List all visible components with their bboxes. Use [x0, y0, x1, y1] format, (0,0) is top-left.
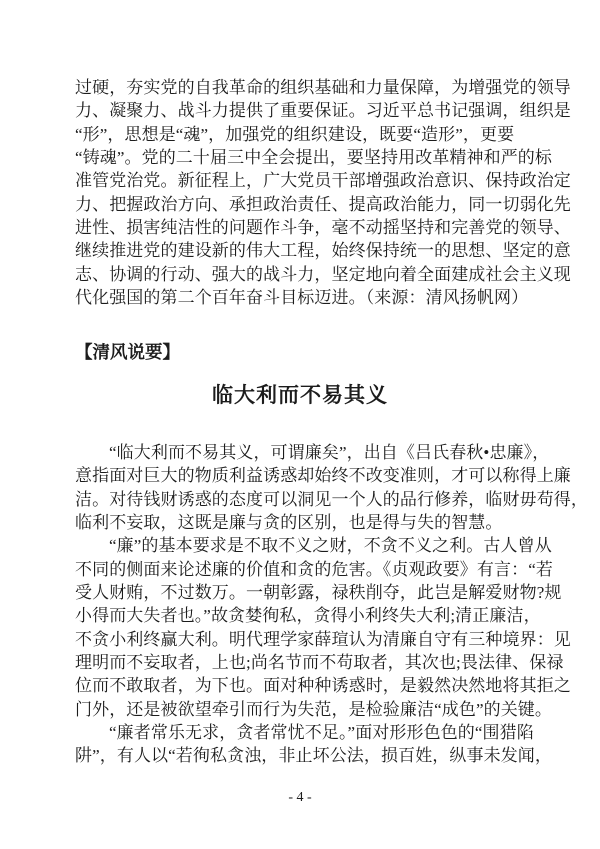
text-line: 代化强国的第二个百年奋斗目标迈进。（来源：清风扬帆网）	[75, 288, 529, 308]
text-line: 意指面对巨大的物质利益诱惑却始终不改变准则，才可以称得上廉	[75, 466, 571, 486]
text-line: 力、把握政治方向、承担政治责任、提高政治能力，同一切弱化先	[75, 194, 571, 214]
text-line: “廉”的基本要求是不取不义之财，不贪不义之利。古人曾从	[109, 536, 552, 556]
text-line: 志、协调的行动、强大的战斗力，坚定地向着全面建成社会主义现	[75, 264, 571, 284]
text-line: 受人财贿，不过数万。一朝彰露，禄秩削夺，此岂是解爱财物?规	[75, 583, 562, 603]
text-line: 临利不妄取，这既是廉与贪的区别，也是得与失的智慧。	[75, 513, 503, 533]
text-line: 继续推进党的建设新的伟大工程，始终保持统一的思想、坚定的意	[75, 241, 571, 261]
text-line: 门外，还是被欲望牵引而行为失范，是检验廉洁“成色”的关键。	[75, 699, 552, 719]
text-line: 小得而大失者也。”故贪婪徇私，贪得小利终失大利;清正廉洁，	[75, 606, 541, 626]
text-line: 过硬，夯实党的自我革命的组织基础和力量保障，为增强党的领导	[75, 78, 571, 97]
text-line: 阱”，有人以“若徇私贪浊，非止坏公法，损百姓，纵事未发闻，	[75, 746, 552, 766]
text-line: 进性、损害纯洁性的问题作斗争，毫不动摇坚持和完善党的领导、	[75, 218, 571, 238]
page-number: - 4 -	[288, 790, 312, 805]
text-line: 洁。对待钱财诱惑的态度可以洞见一个人的品行修养，临财毋苟得，	[75, 489, 588, 509]
text-line: 理明而不妄取者，上也;尚名节而不苟取者，其次也;畏法律、保禄	[75, 653, 564, 673]
article-body	[75, 441, 588, 768]
text-line: 不贪小利终赢大利。明代理学家薛瑄认为清廉自守有三种境界：见	[75, 629, 571, 649]
section-header: 【清风说要】	[75, 342, 180, 362]
text-line: “廉者常乐无求，贪者常忧不足。”面对形形色色的“围猎陷	[109, 723, 534, 743]
text-line: 力、凝聚力、战斗力提供了重要保证。习近平总书记强调，组织是	[75, 101, 571, 121]
text-line: “铸魂”。党的二十届三中全会提出，要坚持用改革精神和严的标	[75, 148, 552, 168]
text-line: “临大利而不易其义，可谓廉矣”，出自《吕氏春秋•忠廉》，	[109, 443, 550, 462]
article-title: 临大利而不易其义	[212, 383, 388, 407]
text-line: 准管党治党。新征程上，广大党员干部增强政治意识、保持政治定	[75, 171, 571, 191]
text-line: 不同的侧面来论述廉的价值和贪的危害。《贞观政要》有言：“若	[75, 559, 553, 579]
text-line: “形”，思想是“魂”，加强党的组织建设，既要“造形”，更要	[75, 124, 515, 144]
continuation-paragraph	[75, 76, 575, 309]
text-line: 位而不敢取者，为下也。面对种种诱惑时，是毅然决然地将其拒之	[75, 676, 571, 696]
